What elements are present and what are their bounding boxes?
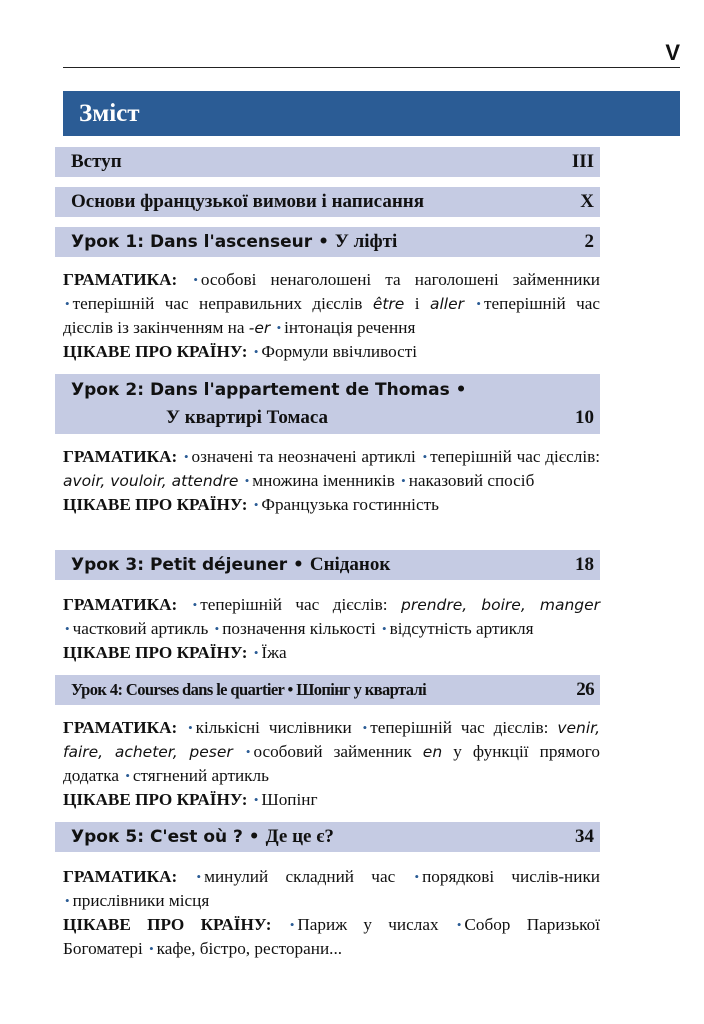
grammar-label: ГРАМАТИКА: [63,270,178,289]
toc-entry-title: Урок 2: Dans l'appartement de Thomas • [71,380,467,400]
toc-entry-lesson-3[interactable] [55,550,600,580]
toc-entry-title-ua: У квартирі Томаса [166,407,329,428]
toc-entry-page: X [580,191,594,212]
toc-entry-page: 26 [576,679,594,700]
toc-entry-pronunciation[interactable] [55,187,600,217]
grammar-label: ГРАМАТИКА: [63,447,178,466]
contents-title: Зміст [79,99,140,127]
country-label: ЦІКАВЕ ПРО КРАЇНУ: [63,342,248,361]
country-label: ЦІКАВЕ ПРО КРАЇНУ: [63,790,248,809]
header-rule [63,67,680,68]
lesson-1-description: ГРАМАТИКА: • особові ненаголошені та наголошені займенники • теперішній час неправильних дієслів être і aller • теперішній час дієслів із закінченням на -er • інтонація речення ЦІКАВЕ ПРО КРАЇНУ: • Формули ввічливості [63,270,601,361]
grammar-label: ГРАМАТИКА: [63,718,178,737]
lesson-3-description: ГРАМАТИКА: • теперішній час дієслів: prendre, boire, manger • частковий артикль • позначення кількості • відсутність артикля ЦІКАВЕ ПРО КРАЇНУ: • Їжа [63,595,601,662]
contents-title-bar [63,91,680,136]
lesson-4-description: ГРАМАТИКА: • кількісні числівники • теперішній час дієслів: venir, faire, acheter, peser • особовий займенник en у функції прямого додатка • стягнений артикль ЦІКАВЕ ПРО КРАЇНУ: • Шопінг [63,718,601,809]
lesson-5-description: ГРАМАТИКА: • минулий складний час • порядкові числів-ники • прислівники місця ЦІКАВЕ ПРО КРАЇНУ: • Париж у числах • Собор Паризької Богоматері • кафе, бістро, ресторани... [63,867,601,958]
lesson-2-description: ГРАМАТИКА: • означені та неозначені артиклі • теперішній час дієслів: avoir, vouloir, attendre • множина іменників • наказовий спосіб ЦІКАВЕ ПРО КРАЇНУ: • Французька гостинність [63,447,601,514]
toc-entry-title: Урок 1: Dans l'ascenseur • У ліфті [71,231,398,252]
toc-entry-title: Урок 4: Courses dans le quartier • Шопінг у кварталі [71,680,427,699]
toc-entry-page: 18 [575,554,594,575]
toc-entry-lesson-1[interactable] [55,227,600,257]
toc-entry-lesson-2[interactable] [55,374,600,434]
toc-entry-page: 10 [575,407,594,428]
toc-entry-intro[interactable] [55,147,600,177]
country-label: ЦІКАВЕ ПРО КРАЇНУ: [63,495,248,514]
toc-entry-title: Урок 5: C'est où ? • Де це є? [71,826,334,847]
toc-entry-title: Основи французької вимови і написання [71,191,425,212]
grammar-label: ГРАМАТИКА: [63,595,178,614]
country-label: ЦІКАВЕ ПРО КРАЇНУ: [63,643,248,662]
toc-entry-page: 34 [575,826,594,847]
toc-entry-lesson-5[interactable] [55,822,600,852]
toc-entry-title: Урок 3: Petit déjeuner • Сніданок [71,554,391,575]
grammar-label: ГРАМАТИКА: [63,867,178,886]
toc-entry-title: Вступ [71,151,122,172]
toc-entry-page: 2 [584,231,594,252]
toc-entry-page: III [571,151,594,172]
country-label: ЦІКАВЕ ПРО КРАЇНУ: [63,915,272,934]
page-number: V [665,40,680,65]
toc-entry-lesson-4[interactable] [55,675,600,705]
